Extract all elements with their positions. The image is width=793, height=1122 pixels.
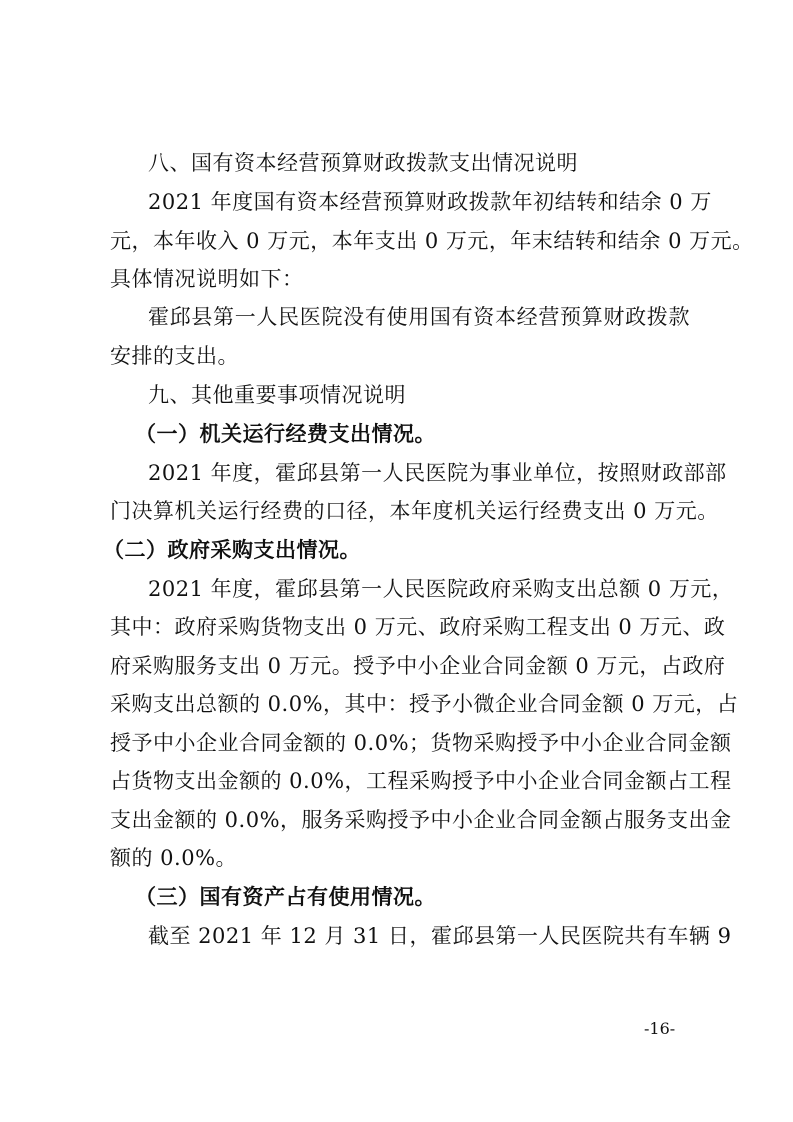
paragraph-line: 府采购服务支出 0 万元。授予中小企业合同金额 0 万元，占政府 — [110, 654, 726, 678]
subsection-2-heading: （二）政府采购支出情况。 — [103, 538, 361, 562]
paragraph-line: 具体情况说明如下： — [110, 267, 304, 291]
paragraph-line: 门决算机关运行经费的口径，本年度机关运行经费支出 0 万元。 — [110, 499, 719, 523]
paragraph-line: 占货物支出金额的 0.0%，工程采购授予中小企业合同金额占工程 — [110, 769, 732, 793]
paragraph-line: 元，本年收入 0 万元，本年支出 0 万元，年末结转和结余 0 万元。 — [110, 229, 754, 253]
section-9-heading: 九、其他重要事项情况说明 — [148, 383, 406, 407]
paragraph-line: 2021 年度，霍邱县第一人民医院政府采购支出总额 0 万元， — [148, 577, 734, 601]
subsection-3-heading: （三）国有资产占有使用情况。 — [135, 885, 436, 909]
paragraph-line: 2021 年度，霍邱县第一人民医院为事业单位，按照财政部部 — [148, 461, 727, 485]
paragraph-line: 安排的支出。 — [110, 344, 239, 368]
paragraph-line: 霍邱县第一人民医院没有使用国有资本经营预算财政拨款 — [148, 305, 690, 329]
subsection-1-heading: （一）机关运行经费支出情况。 — [135, 422, 436, 446]
paragraph-line: 采购支出总额的 0.0%，其中：授予小微企业合同金额 0 万元，占 — [110, 692, 739, 716]
paragraph-line: 其中：政府采购货物支出 0 万元、政府采购工程支出 0 万元、政 — [110, 615, 726, 639]
page-number: -16- — [644, 1019, 676, 1038]
section-8-heading: 八、国有资本经营预算财政拨款支出情况说明 — [148, 151, 578, 175]
paragraph-line: 支出金额的 0.0%，服务采购授予中小企业合同金额占服务支出金 — [110, 808, 732, 832]
paragraph-line: 2021 年度国有资本经营预算财政拨款年初结转和结余 0 万 — [148, 190, 712, 214]
paragraph-line: 截至 2021 年 12 月 31 日，霍邱县第一人民医院共有车辆 9 — [148, 924, 732, 948]
paragraph-line: 额的 0.0%。 — [110, 846, 238, 870]
paragraph-line: 授予中小企业合同金额的 0.0%；货物采购授予中小企业合同金额 — [110, 731, 732, 755]
